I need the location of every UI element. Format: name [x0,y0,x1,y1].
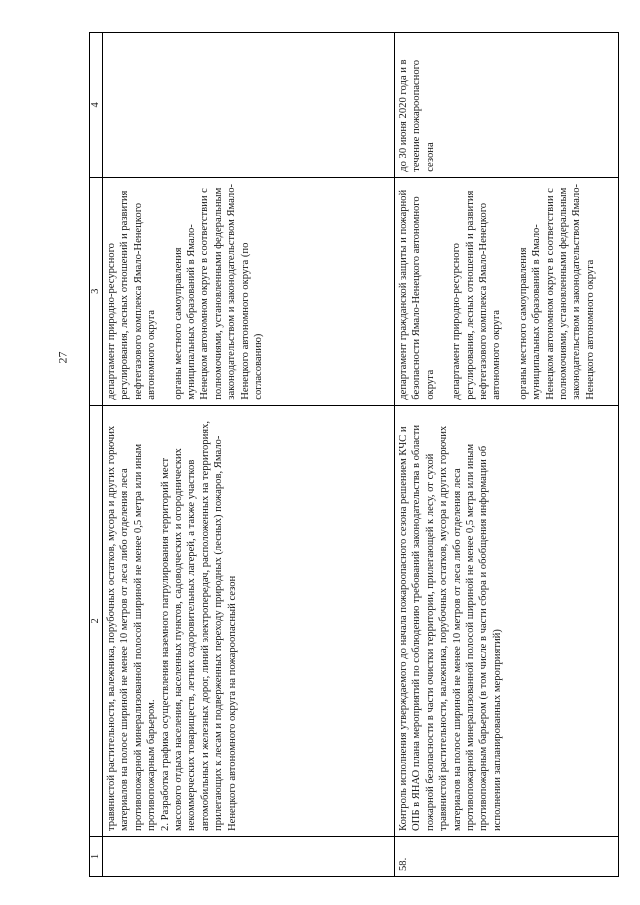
measure-text: Контроль исполнения утверждаемого до начала пожароопасного сезона решением КЧС и ОПБ в ЯНАО плана мероприятий по соблюдению требований законодательства в области пожарной безопасности в части очистки территории, прилегающей к лесу, от сухой травянистой растительности, валежника, порубочных остатков, мусора и других горючих материалов на полосе шириной не менее 10 метров от леса либо отделения леса противопожарной минерализованной полосой шириной не менее 0,5 метра или иным противопожарным барьером (в том числе в части сбора и обобщения информации об исполнении запланированных мероприятий) [398,424,503,831]
measure-cell [395,405,619,836]
page-number: 27 [55,351,70,364]
executor-text: органы местного самоуправления муниципальных образований в Ямало-Ненецком автономном округе в соответствии с полномочиями, установленными федеральным законодательством и законодательством Ямало-Ненецкого автономного округа (по согласованию) [172,183,265,400]
executors-cell [103,177,395,405]
term-cell [103,33,395,178]
executor-text: департамент природно-ресурсного регулирования, лесных отношений и развития нефтегазового комплекса Ямало-Ненецкого автономного округа [106,190,158,400]
executor-text: департамент гражданской защиты и пожарной безопасности Ямало-Ненецкого автономного округа [398,189,436,400]
header-cell-4: 4 [90,33,103,178]
executor-text: органы местного самоуправления муниципальных образований в Ямало-Ненецком автономном округе в соответствии с полномочиями, установленными федеральным законодательством и законодательством Ямало-Ненецкого автономного округа [517,183,596,400]
measure-text: травянистой растительности, валежника, порубочных остатков, мусора и других горючих материалов на полосе шириной не менее 10 метров от леса либо отделения леса противопожарной минерализованной полосой шириной не менее 0,5 метра или иным противопожарным барьером. 2. Разработка графика осуществления наземного патрулирования территорий мест массового отдыха населения, населенных пунктов, садоводческих и огороднических некоммерческих товариществ, летних оздоровительных лагерей, а также участков автомобильных и железных дорог, линий электропередач, расположенных на территориях, прилегающих к лесам и подверженных переходу природных (лесных) пожаров, Ямало-Ненецкого автономного округа на пожароопасный сезон [106,420,238,831]
measure-cell [103,405,395,836]
header-cell-1: 1 [90,836,103,876]
row-number: 58. [395,836,619,876]
row-number [103,836,395,876]
executors-cell [395,177,619,405]
measures-table [89,32,619,877]
term-cell: до 30 июня 2020 года и в течение пожароопасного сезона [395,33,619,178]
table-row [395,33,619,877]
table-row [103,33,395,877]
executor-text: департамент природно-ресурсного регулирования, лесных отношений и развития нефтегазового комплекса Ямало-Ненецкого автономного округа [451,190,503,400]
header-cell-2: 2 [90,405,103,836]
header-row [90,33,103,877]
rotated-table-wrapper [89,32,619,877]
header-cell-3: 3 [90,177,103,405]
